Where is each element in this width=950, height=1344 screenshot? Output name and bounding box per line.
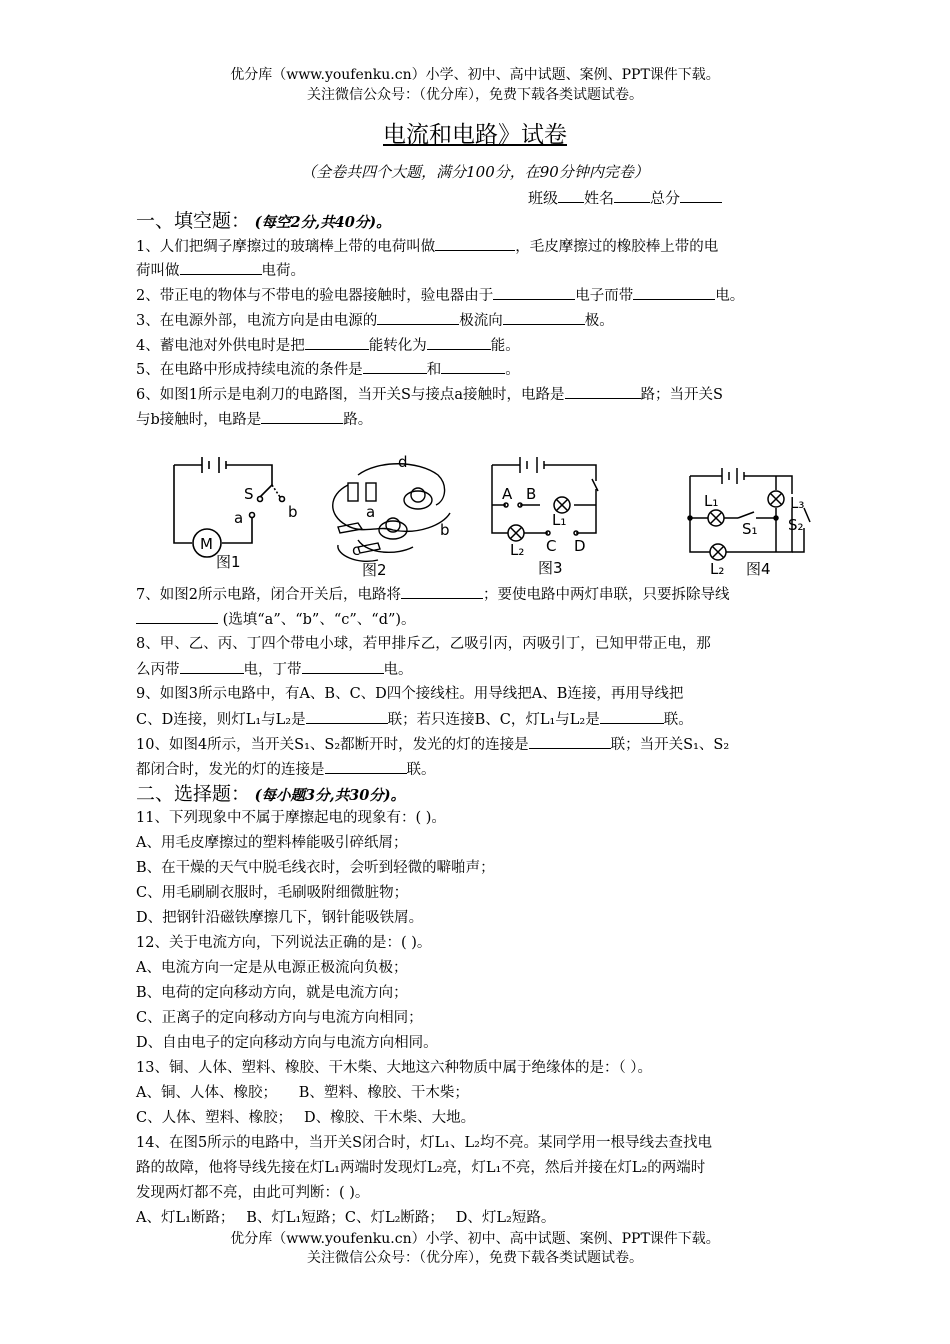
- question-7-line1: [136, 582, 826, 607]
- fig1-label-s: S: [244, 485, 254, 503]
- q10-text-c: 都闭合时，发光的灯的连接是: [136, 762, 325, 778]
- q10-text-a: 10、如图4所示，当开关S₁、S₂都断开时，发光的灯的连接是: [136, 737, 529, 753]
- question-6-line1: [136, 382, 826, 407]
- fig4-label-l1: L₁: [704, 492, 719, 510]
- fig2-label-b: b: [440, 521, 450, 539]
- q6-text-c: 与b接触时，电路是: [136, 412, 262, 428]
- figure-3-circuit: [484, 455, 614, 580]
- q6-text-b: 路；当开关S: [640, 387, 723, 403]
- q7-text-b: ；要使电路中两灯串联，只要拆除导线: [482, 587, 730, 603]
- question-14-line2: 路的故障，他将导线先接在灯L₁两端时发现灯L₂亮，灯L₁不亮，然后并接在灯L₂的两端时: [136, 1160, 706, 1176]
- question-11: 11、下列现象中不属于摩擦起电的现象有：( )。: [136, 810, 446, 826]
- q12-option-b[interactable]: B、电荷的定向移动方向，就是电流方向；: [136, 985, 408, 1001]
- question-3: [136, 308, 826, 333]
- fig3-label-a: A: [502, 485, 513, 503]
- q8-text-b: 么丙带: [136, 662, 180, 678]
- q5-blank-1[interactable]: [363, 357, 427, 374]
- q2-blank-2[interactable]: [633, 283, 715, 300]
- q13-options-ab[interactable]: A、铜、人体、橡胶； B、塑料、橡胶、干木柴；: [136, 1085, 469, 1101]
- q3-blank-1[interactable]: [377, 308, 459, 325]
- q8-blank-1[interactable]: [180, 657, 244, 674]
- fig1-caption: 图1: [216, 553, 241, 571]
- fig2-label-a: a: [366, 503, 376, 521]
- q1-text-b: ，毛皮摩擦过的橡胶棒上带的电: [515, 239, 719, 255]
- q7-text-c: (选填“a”、“b”、“c”、“d”)。: [222, 612, 416, 628]
- q6-text-d: 路。: [343, 412, 373, 428]
- section2-title: 二、选择题：: [136, 783, 251, 805]
- q4-blank-2[interactable]: [427, 333, 491, 350]
- q3-blank-2[interactable]: [503, 308, 585, 325]
- q6-blank-1[interactable]: [565, 382, 641, 399]
- q7-blank-2[interactable]: [136, 607, 218, 624]
- section1-title: 一、填空题：: [136, 210, 251, 232]
- fig4-label-s1: S₁: [742, 520, 758, 538]
- question-10-line2: [136, 757, 826, 782]
- section2-note: (每小题3分,共30分)。: [254, 787, 406, 804]
- q10-text-b: 联；当开关S₁、S₂: [610, 737, 730, 753]
- q1-blank-2[interactable]: [180, 258, 262, 275]
- q10-text-d: 联。: [406, 762, 436, 778]
- question-14-line1: 14、在图5所示的电路中，当开关S闭合时，灯L₁、L₂均不亮。某同学用一根导线去查找电: [136, 1135, 712, 1151]
- question-1-line2: [136, 258, 826, 283]
- q4-blank-1[interactable]: [305, 333, 369, 350]
- q9-blank-2[interactable]: [600, 707, 664, 724]
- section2-heading: [136, 781, 826, 808]
- q5-text-b: 和: [426, 362, 442, 378]
- fig4-label-s2: S₂: [788, 516, 804, 534]
- q3-text-a: 3、在电源外部，电流方向是由电源的: [136, 313, 378, 329]
- question-14-line3: 发现两灯都不亮，由此可判断：( )。: [136, 1185, 370, 1201]
- q11-option-b[interactable]: B、在干燥的天气中脱毛线衣时，会听到轻微的噼啪声；: [136, 860, 495, 876]
- fig3-label-l2: L₂: [510, 541, 525, 559]
- q9-text-b: C、D连接，则灯L₁与L₂是: [136, 712, 306, 728]
- fig4-label-l3: L₃: [790, 494, 805, 512]
- question-7-line2: [136, 607, 826, 632]
- name-label: 姓名: [584, 189, 615, 207]
- q9-blank-1[interactable]: [306, 707, 388, 724]
- q3-text-c: 极。: [584, 313, 614, 329]
- question-10-line1: [136, 732, 826, 757]
- fig4-caption: 图4: [746, 560, 771, 578]
- q6-blank-2[interactable]: [261, 407, 343, 424]
- q14-options[interactable]: A、灯L₁断路； B、灯L₁短路；C、灯L₂断路； D、灯L₂短路。: [136, 1210, 556, 1226]
- q9-text-c: 联；若只连接B、C，灯L₁与L₂是: [387, 712, 600, 728]
- student-info: [528, 186, 722, 208]
- figure-2-circuit: [318, 455, 458, 585]
- question-8-line2: [136, 657, 826, 682]
- section1-heading: [136, 208, 826, 235]
- q11-option-a[interactable]: A、用毛皮摩擦过的塑料棒能吸引碎纸屑；: [136, 835, 408, 851]
- question-8-line1: [136, 632, 826, 656]
- q3-text-b: 极流向: [459, 313, 503, 329]
- figure-1-circuit: [164, 455, 304, 580]
- class-blank[interactable]: [558, 186, 584, 203]
- q11-option-c[interactable]: C、用毛刷刷衣服时，毛刷吸附细微脏物；: [136, 885, 409, 901]
- figure-4-circuit: [682, 460, 817, 580]
- q11-option-d[interactable]: D、把钢针沿磁铁摩擦几下，钢针能吸铁屑。: [136, 910, 424, 926]
- fig4-label-l2: L₂: [710, 560, 725, 578]
- q5-text-c: 。: [505, 362, 520, 378]
- question-9-line1: [136, 682, 826, 706]
- q9-text-d: 联。: [663, 712, 693, 728]
- total-blank[interactable]: [680, 186, 722, 203]
- question-12: 12、关于电流方向，下列说法正确的是：( )。: [136, 935, 432, 951]
- fig2-label-c: c: [352, 541, 361, 559]
- question-5: [136, 357, 826, 382]
- q12-option-d[interactable]: D、自由电子的定向移动方向与电流方向相同。: [136, 1035, 438, 1051]
- q6-text-a: 6、如图1所示是电刹刀的电路图，当开关S与接点a接触时，电路是: [136, 387, 565, 403]
- q13-options-cd[interactable]: C、人体、塑料、橡胶； D、橡胶、干木柴、大地。: [136, 1110, 476, 1126]
- fig3-label-b: B: [526, 485, 537, 503]
- q9-text-a: 9、如图3所示电路中，有A、B、C、D四个接线柱。用导线把A、B连接，再用导线把: [136, 686, 684, 702]
- fig3-caption: 图3: [538, 559, 563, 577]
- q12-option-c[interactable]: C、正离子的定向移动方向与电流方向相同；: [136, 1010, 423, 1026]
- q4-text-b: 能转化为: [368, 338, 427, 354]
- fig2-caption: 图2: [362, 561, 387, 579]
- name-blank[interactable]: [614, 186, 650, 203]
- q8-text-d: 电。: [383, 662, 413, 678]
- fig2-label-d: d: [398, 455, 408, 471]
- section1-note: (每空2分,共40分)。: [254, 214, 391, 231]
- q1-text-a: 1、人们把绸子摩擦过的玻璃棒上带的电荷叫做: [136, 239, 436, 255]
- page-title: [0, 120, 950, 150]
- q1-blank-1[interactable]: [435, 234, 515, 251]
- q5-blank-2[interactable]: [441, 357, 505, 374]
- q12-option-a[interactable]: A、电流方向一定是从电源正极流向负极；: [136, 960, 408, 976]
- q2-text-b: 电子而带: [575, 288, 634, 304]
- fig3-label-d: D: [574, 537, 586, 555]
- q4-text-a: 4、蓄电池对外供电时是把: [136, 338, 305, 354]
- q10-blank-2[interactable]: [325, 757, 407, 774]
- q7-text-a: 7、如图2所示电路，闭合开关后，电路将: [136, 587, 401, 603]
- q2-blank-1[interactable]: [493, 283, 575, 300]
- subtitle: （全卷共四个大题，满分100分，在90分钟内完卷）: [301, 163, 649, 181]
- question-1-line1: [136, 234, 826, 259]
- site-header-line1: 优分库（www.youfenku.cn）小学、初中、高中试题、案例、PPT课件下载。: [230, 67, 720, 83]
- total-label: 总分: [650, 189, 681, 207]
- q8-text-a: 8、甲、乙、丙、丁四个带电小球，若甲排斥乙，乙吸引丙，丙吸引丁，已知甲带正电，那: [136, 636, 711, 652]
- question-6-line2: [136, 407, 826, 432]
- title-text: 电流和电路》试卷: [383, 122, 567, 148]
- question-2: [136, 283, 826, 308]
- fig3-label-c: C: [546, 537, 557, 555]
- question-13: 13、铜、人体、塑料、橡胶、干木柴、大地这六种物质中属于绝缘体的是：（ ）。: [136, 1060, 653, 1076]
- q1-text-c: 荷叫做: [136, 263, 180, 279]
- q10-blank-1[interactable]: [529, 732, 611, 749]
- q8-text-c: 电，丁带: [243, 662, 302, 678]
- q2-text-a: 2、带正电的物体与不带电的验电器接触时，验电器由于: [136, 288, 494, 304]
- q2-text-c: 电。: [715, 288, 745, 304]
- class-label: 班级: [528, 189, 559, 207]
- site-header-line2: 关注微信公众号：（优分库），免费下载各类试题试卷。: [307, 87, 643, 103]
- q7-blank-1[interactable]: [401, 582, 483, 599]
- fig3-label-l1: L₁: [552, 511, 567, 529]
- site-footer-line2: 关注微信公众号：（优分库），免费下载各类试题试卷。: [307, 1250, 643, 1266]
- site-footer-line1: 优分库（www.youfenku.cn）小学、初中、高中试题、案例、PPT课件下载。: [230, 1231, 720, 1247]
- fig1-motor-label: M: [200, 535, 213, 553]
- question-4: [136, 333, 826, 358]
- fig1-label-a: a: [234, 509, 244, 527]
- q8-blank-2[interactable]: [302, 657, 384, 674]
- q4-text-c: 能。: [490, 338, 520, 354]
- question-9-line2: [136, 707, 826, 732]
- q1-text-d: 电荷。: [261, 263, 305, 279]
- q5-text-a: 5、在电路中形成持续电流的条件是: [136, 362, 363, 378]
- fig1-label-b: b: [288, 503, 298, 521]
